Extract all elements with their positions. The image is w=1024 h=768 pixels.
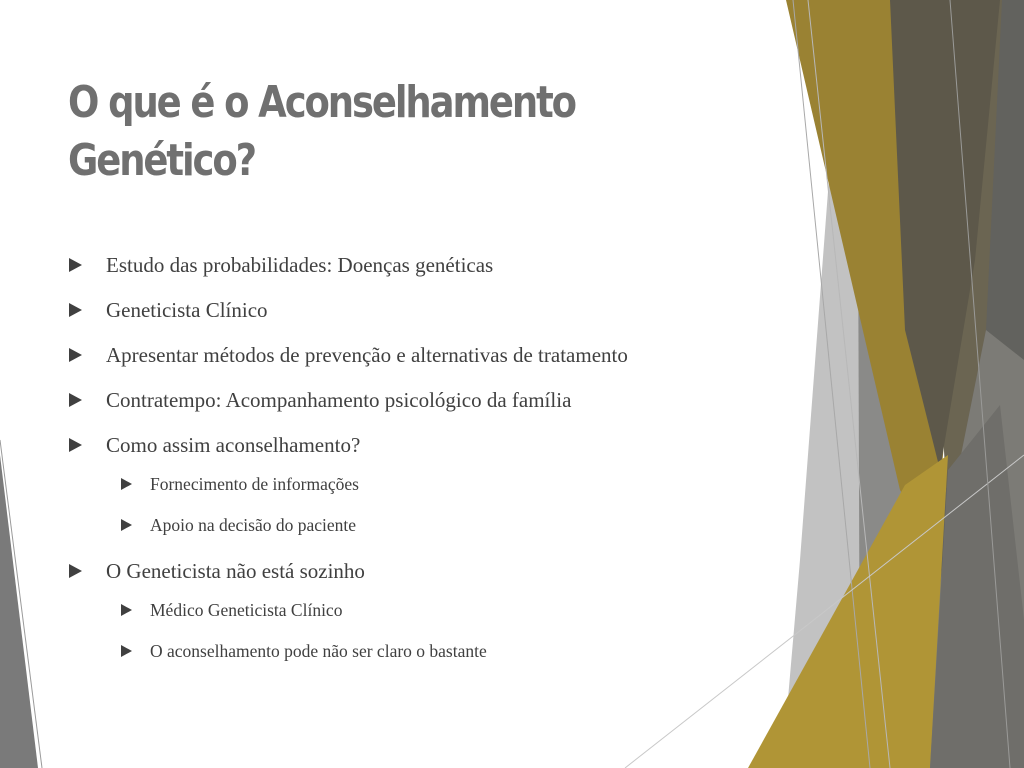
sub-bullet-text: Apoio na decisão do paciente <box>150 515 357 535</box>
bullet-arrow-icon <box>69 258 82 272</box>
slide-title: O que é o Aconselhamento Genético? <box>68 77 575 186</box>
bullet-arrow-icon <box>69 564 82 578</box>
bullet-item <box>66 336 628 381</box>
bullet-arrow-icon <box>69 348 82 362</box>
bullet-item <box>66 291 628 336</box>
bullet-text: O Geneticista não está sozinho <box>106 559 365 583</box>
bullet-item <box>66 552 628 593</box>
sub-bullet-arrow-icon <box>121 604 132 616</box>
bullet-arrow-icon <box>69 393 82 407</box>
bullet-text: Estudo das probabilidades: Doenças genéticas <box>106 253 494 277</box>
bullet-item <box>66 246 628 291</box>
bullet-arrow-icon <box>69 303 82 317</box>
bullet-list <box>66 246 628 675</box>
sub-bullet-item <box>66 634 628 675</box>
sub-bullet-item <box>66 508 628 552</box>
sub-bullet-item <box>66 593 628 634</box>
bullet-text: Como assim aconselhamento? <box>106 433 361 457</box>
bullet-text: Geneticista Clínico <box>106 298 268 322</box>
sub-bullet-text: Fornecimento de informações <box>150 474 359 494</box>
bullet-text: Apresentar métodos de prevenção e alternativas de tratamento <box>106 343 628 367</box>
sub-bullet-item <box>66 467 628 508</box>
bullet-text: Contratempo: Acompanhamento psicológico da família <box>106 388 572 412</box>
sub-bullet-text: O aconselhamento pode não ser claro o bastante <box>150 641 487 661</box>
sub-bullet-arrow-icon <box>121 478 132 490</box>
bullet-arrow-icon <box>69 438 82 452</box>
sub-bullet-arrow-icon <box>121 519 132 531</box>
bullet-item <box>66 426 628 467</box>
bullet-item <box>66 381 628 426</box>
sub-bullet-text: Médico Geneticista Clínico <box>150 600 343 620</box>
decor-shape-left-edge <box>0 455 38 768</box>
sub-bullet-arrow-icon <box>121 645 132 657</box>
